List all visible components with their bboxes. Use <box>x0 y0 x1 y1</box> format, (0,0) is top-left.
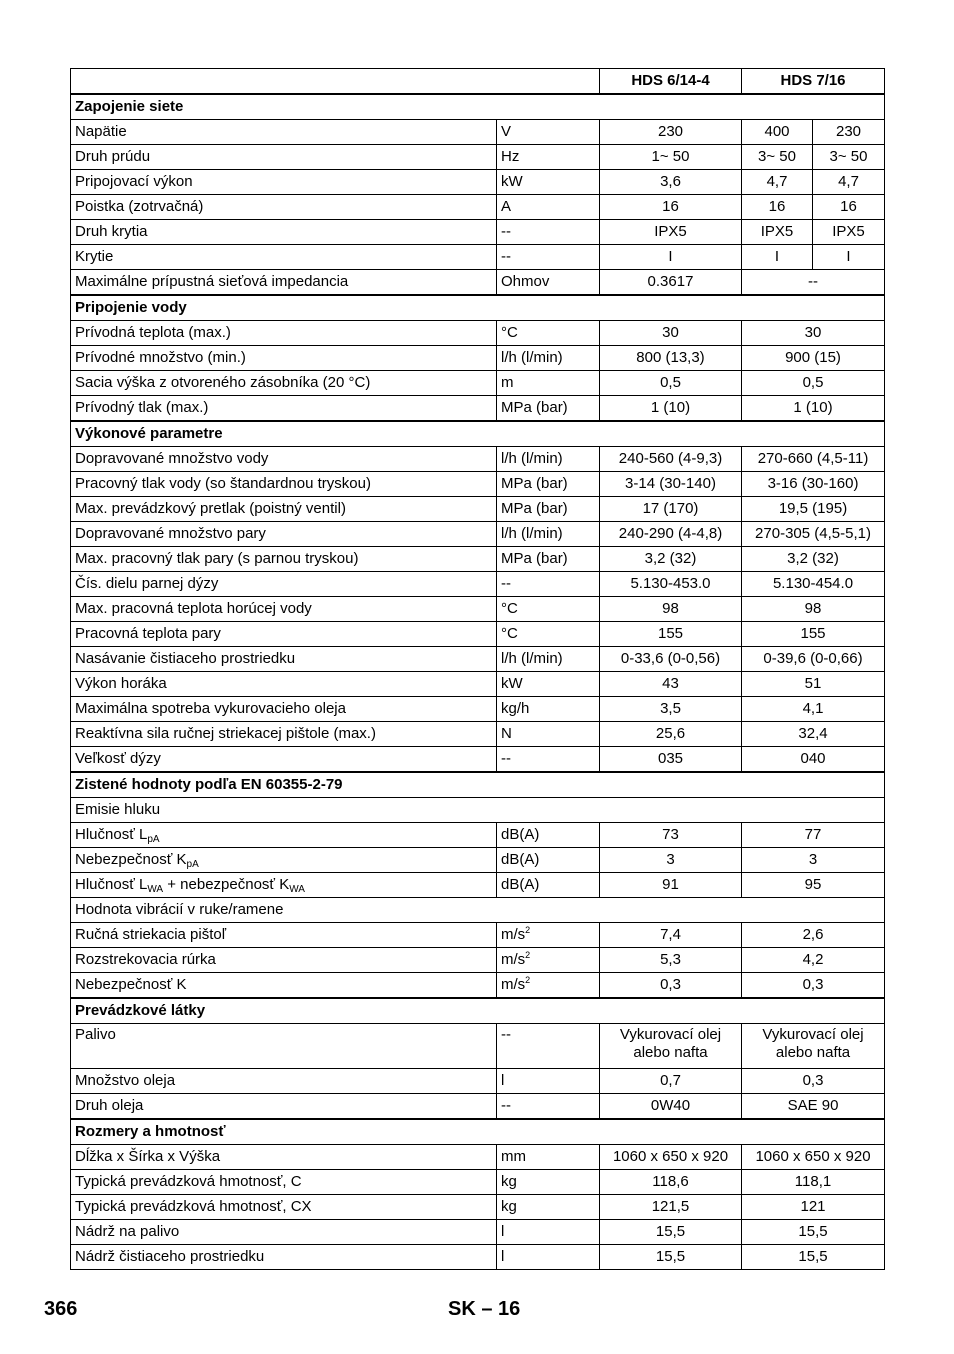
spec-value-a: 121,5 <box>600 1195 742 1220</box>
spec-label: Druh krytia <box>71 220 497 245</box>
spec-row <box>71 1145 885 1170</box>
spec-value-b: 270-305 (4,5-5,1) <box>742 522 885 547</box>
spec-value-b: 118,1 <box>742 1170 885 1195</box>
unit-exponent: 2 <box>525 975 531 985</box>
value-line: Vykurovací olej <box>762 1026 864 1043</box>
spec-row <box>71 722 885 747</box>
spec-value-b400: 400 <box>742 120 813 145</box>
spec-value-b: 5.130-454.0 <box>742 572 885 597</box>
spec-unit: dB(A) <box>497 823 600 848</box>
spec-value-b: SAE 90 <box>742 1094 885 1120</box>
spec-value-a: 98 <box>600 597 742 622</box>
spec-label: Výkon horáka <box>71 672 497 697</box>
header-row <box>71 69 885 95</box>
model-a-heading: HDS 6/14-4 <box>600 69 742 95</box>
spec-value-b: 95 <box>742 873 885 898</box>
spec-row <box>71 396 885 422</box>
spec-value-b400: 4,7 <box>742 170 813 195</box>
spec-row <box>71 195 885 220</box>
unit-base: m/s <box>501 951 526 968</box>
spec-unit: °C <box>497 321 600 346</box>
spec-value-b: 0,5 <box>742 371 885 396</box>
spec-label: Dĺžka x Šírka x Výška <box>71 1145 497 1170</box>
section-page-label: SK – 16 <box>448 1298 521 1320</box>
unit-base: m/s <box>501 976 526 993</box>
spec-label: Max. pracovná teplota horúcej vody <box>71 597 497 622</box>
spec-row <box>71 873 885 898</box>
value-line: Vykurovací olej <box>619 1026 722 1043</box>
spec-value-a: 91 <box>600 873 742 898</box>
spec-row <box>71 973 885 999</box>
spec-label: Nebezpečnosť K <box>71 973 497 999</box>
subsection-title: Emisie hluku <box>71 798 885 823</box>
spec-value-a: 7,4 <box>600 923 742 948</box>
spec-value-a: 035 <box>600 747 742 773</box>
spec-unit: N <box>497 722 600 747</box>
section-row <box>71 998 885 1024</box>
value-line: alebo nafta <box>775 1044 851 1061</box>
spec-row <box>71 270 885 296</box>
label-subscript: WA <box>147 884 164 895</box>
spec-value-a: 15,5 <box>600 1220 742 1245</box>
spec-value-a: I <box>600 245 742 270</box>
spec-unit: -- <box>497 245 600 270</box>
label-text: Hlučnosť L <box>75 876 148 893</box>
section-title: Výkonové parametre <box>71 421 885 447</box>
spec-label: Dopravované množstvo vody <box>71 447 497 472</box>
spec-value-b400: IPX5 <box>742 220 813 245</box>
unit-exponent: 2 <box>525 925 531 935</box>
spec-value-b400: 3~ 50 <box>742 145 813 170</box>
spec-label: Max. pracovný tlak pary (s parnou tryskou) <box>71 547 497 572</box>
spec-unit: °C <box>497 622 600 647</box>
spec-value-a: 30 <box>600 321 742 346</box>
spec-value-a: 155 <box>600 622 742 647</box>
spec-value-b <box>742 1024 885 1069</box>
spec-table <box>70 68 885 1270</box>
spec-value-b230: 230 <box>813 120 885 145</box>
spec-unit: l <box>497 1245 600 1270</box>
spec-value-a: 240-560 (4-9,3) <box>600 447 742 472</box>
spec-value-b: 3-16 (30-160) <box>742 472 885 497</box>
spec-unit: l <box>497 1069 600 1094</box>
spec-value-b230: 3~ 50 <box>813 145 885 170</box>
section-title: Rozmery a hmotnosť <box>71 1119 885 1145</box>
spec-value-b: 3 <box>742 848 885 873</box>
spec-row <box>71 447 885 472</box>
unit-exponent: 2 <box>525 950 531 960</box>
spec-value-b400: I <box>742 245 813 270</box>
spec-value-b: 32,4 <box>742 722 885 747</box>
spec-label: Pracovná teplota pary <box>71 622 497 647</box>
spec-value-a: 25,6 <box>600 722 742 747</box>
label-subscript: WA <box>289 884 305 895</box>
label-text: + nebezpečnosť K <box>163 876 290 893</box>
subsection-title: Hodnota vibrácií v ruke/ramene <box>71 898 885 923</box>
spec-unit: V <box>497 120 600 145</box>
spec-value-b: 270-660 (4,5-11) <box>742 447 885 472</box>
spec-label: Nádrž čistiaceho prostriedku <box>71 1245 497 1270</box>
section-title: Zapojenie siete <box>71 94 885 120</box>
spec-row <box>71 1220 885 1245</box>
spec-label: Prívodné množstvo (min.) <box>71 346 497 371</box>
spec-label <box>71 848 497 873</box>
spec-row <box>71 697 885 722</box>
spec-value-a: 0W40 <box>600 1094 742 1120</box>
unit-base: m/s <box>501 926 526 943</box>
spec-row <box>71 1195 885 1220</box>
spec-value-b: 0,3 <box>742 973 885 999</box>
spec-value-b: 30 <box>742 321 885 346</box>
spec-unit: MPa (bar) <box>497 396 600 422</box>
spec-label: Napätie <box>71 120 497 145</box>
spec-value-b: 15,5 <box>742 1220 885 1245</box>
spec-unit: Ohmov <box>497 270 600 296</box>
spec-value-a: 3 <box>600 848 742 873</box>
spec-row <box>71 1069 885 1094</box>
label-subscript: pA <box>147 834 160 845</box>
spec-value-a: 3-14 (30-140) <box>600 472 742 497</box>
spec-unit: m <box>497 371 600 396</box>
spec-row <box>71 823 885 848</box>
spec-value-b230: 16 <box>813 195 885 220</box>
spec-unit: kg <box>497 1170 600 1195</box>
spec-unit: Hz <box>497 145 600 170</box>
spec-value-a: 0.3617 <box>600 270 742 296</box>
spec-value-b: 15,5 <box>742 1245 885 1270</box>
spec-unit <box>497 973 600 999</box>
spec-unit: -- <box>497 572 600 597</box>
subsection-row <box>71 798 885 823</box>
spec-value-b: 98 <box>742 597 885 622</box>
spec-value-a: 15,5 <box>600 1245 742 1270</box>
spec-value-b: 1 (10) <box>742 396 885 422</box>
spec-label: Druh oleja <box>71 1094 497 1120</box>
spec-unit: dB(A) <box>497 873 600 898</box>
section-row <box>71 421 885 447</box>
spec-label: Čís. dielu parnej dýzy <box>71 572 497 597</box>
spec-value-b: 4,1 <box>742 697 885 722</box>
spec-value-a: 1060 x 650 x 920 <box>600 1145 742 1170</box>
section-title: Pripojenie vody <box>71 295 885 321</box>
spec-value-b: 77 <box>742 823 885 848</box>
header-blank <box>71 69 600 95</box>
subsection-row <box>71 898 885 923</box>
spec-unit: l/h (l/min) <box>497 447 600 472</box>
spec-unit: l/h (l/min) <box>497 522 600 547</box>
spec-label <box>71 823 497 848</box>
spec-unit <box>497 948 600 973</box>
spec-row <box>71 647 885 672</box>
spec-unit: MPa (bar) <box>497 497 600 522</box>
spec-value-a: 43 <box>600 672 742 697</box>
spec-unit: kW <box>497 170 600 195</box>
spec-unit: kW <box>497 672 600 697</box>
section-title: Zistené hodnoty podľa EN 60355-2-79 <box>71 772 885 798</box>
spec-label: Pripojovací výkon <box>71 170 497 195</box>
spec-row <box>71 1170 885 1195</box>
spec-row <box>71 170 885 195</box>
spec-value-a: 240-290 (4-4,8) <box>600 522 742 547</box>
spec-label: Nádrž na palivo <box>71 1220 497 1245</box>
spec-value-b: 900 (15) <box>742 346 885 371</box>
spec-label: Pracovný tlak vody (so štandardnou tryskou) <box>71 472 497 497</box>
spec-value-a: 5.130-453.0 <box>600 572 742 597</box>
spec-unit: kg/h <box>497 697 600 722</box>
spec-value-a: 1 (10) <box>600 396 742 422</box>
section-row <box>71 772 885 798</box>
spec-unit: -- <box>497 1024 600 1069</box>
section-row <box>71 94 885 120</box>
spec-value-b: 3,2 (32) <box>742 547 885 572</box>
spec-unit: -- <box>497 747 600 773</box>
label-subscript: pA <box>186 859 199 870</box>
spec-value-b: 2,6 <box>742 923 885 948</box>
spec-unit: MPa (bar) <box>497 472 600 497</box>
spec-label: Prívodný tlak (max.) <box>71 396 497 422</box>
spec-label: Druh prúdu <box>71 145 497 170</box>
spec-value-b400: 16 <box>742 195 813 220</box>
spec-value-a: IPX5 <box>600 220 742 245</box>
spec-value-a: 118,6 <box>600 1170 742 1195</box>
spec-label: Ručná striekacia pištoľ <box>71 923 497 948</box>
spec-row <box>71 120 885 145</box>
spec-unit: MPa (bar) <box>497 547 600 572</box>
spec-value-a: 0,3 <box>600 973 742 999</box>
spec-unit: mm <box>497 1145 600 1170</box>
label-text: Hlučnosť L <box>75 826 148 843</box>
spec-label: Maximálna spotreba vykurovacieho oleja <box>71 697 497 722</box>
spec-row <box>71 672 885 697</box>
spec-value-b: 0-39,6 (0-0,66) <box>742 647 885 672</box>
spec-label: Maximálne prípustná sieťová impedancia <box>71 270 497 296</box>
spec-value-b: 1060 x 650 x 920 <box>742 1145 885 1170</box>
spec-value-a: 1~ 50 <box>600 145 742 170</box>
spec-unit: l/h (l/min) <box>497 647 600 672</box>
spec-row <box>71 1245 885 1270</box>
spec-row <box>71 472 885 497</box>
spec-unit: l <box>497 1220 600 1245</box>
spec-value-a: 0,5 <box>600 371 742 396</box>
spec-label: Množstvo oleja <box>71 1069 497 1094</box>
spec-row <box>71 371 885 396</box>
spec-label: Poistka (zotrvačná) <box>71 195 497 220</box>
spec-row <box>71 1094 885 1120</box>
spec-row <box>71 220 885 245</box>
spec-label: Dopravované množstvo pary <box>71 522 497 547</box>
spec-unit: -- <box>497 1094 600 1120</box>
spec-label: Sacia výška z otvoreného zásobníka (20 °C) <box>71 371 497 396</box>
spec-unit: dB(A) <box>497 848 600 873</box>
spec-value-b230: IPX5 <box>813 220 885 245</box>
spec-value-a: 5,3 <box>600 948 742 973</box>
spec-row <box>71 245 885 270</box>
model-b-heading: HDS 7/16 <box>742 69 885 95</box>
spec-value-a: 16 <box>600 195 742 220</box>
spec-unit: -- <box>497 220 600 245</box>
spec-value-b: 19,5 (195) <box>742 497 885 522</box>
spec-row <box>71 1024 885 1069</box>
spec-label: Typická prevádzková hmotnosť, CX <box>71 1195 497 1220</box>
spec-row <box>71 321 885 346</box>
spec-label: Reaktívna sila ručnej striekacej pištole (max.) <box>71 722 497 747</box>
spec-unit: l/h (l/min) <box>497 346 600 371</box>
spec-value-a: 0,7 <box>600 1069 742 1094</box>
spec-row <box>71 572 885 597</box>
spec-value-a <box>600 1024 742 1069</box>
spec-value-a: 0-33,6 (0-0,56) <box>600 647 742 672</box>
spec-label <box>71 873 497 898</box>
spec-value-b: 51 <box>742 672 885 697</box>
spec-value-a: 800 (13,3) <box>600 346 742 371</box>
spec-row <box>71 597 885 622</box>
spec-label: Krytie <box>71 245 497 270</box>
spec-label: Rozstrekovacia rúrka <box>71 948 497 973</box>
spec-label: Max. prevádzkový pretlak (poistný ventil) <box>71 497 497 522</box>
spec-value-a: 3,5 <box>600 697 742 722</box>
section-title: Prevádzkové látky <box>71 998 885 1024</box>
spec-row <box>71 923 885 948</box>
spec-unit <box>497 923 600 948</box>
spec-label: Typická prevádzková hmotnosť, C <box>71 1170 497 1195</box>
spec-label: Nasávanie čistiaceho prostriedku <box>71 647 497 672</box>
spec-label: Prívodná teplota (max.) <box>71 321 497 346</box>
spec-row <box>71 547 885 572</box>
spec-value-b230: I <box>813 245 885 270</box>
page-number: 366 <box>44 1298 78 1320</box>
spec-value-a: 17 (170) <box>600 497 742 522</box>
spec-value-a: 3,2 (32) <box>600 547 742 572</box>
spec-unit: A <box>497 195 600 220</box>
spec-value-b230: 4,7 <box>813 170 885 195</box>
spec-value-b: 4,2 <box>742 948 885 973</box>
spec-row <box>71 497 885 522</box>
spec-value-b: 121 <box>742 1195 885 1220</box>
spec-label: Veľkosť dýzy <box>71 747 497 773</box>
spec-row <box>71 346 885 371</box>
value-line: alebo nafta <box>633 1044 708 1061</box>
spec-row <box>71 145 885 170</box>
spec-value-b: 040 <box>742 747 885 773</box>
spec-unit: °C <box>497 597 600 622</box>
spec-value-b: -- <box>742 270 885 296</box>
section-row <box>71 295 885 321</box>
spec-value-a: 3,6 <box>600 170 742 195</box>
spec-row <box>71 848 885 873</box>
spec-value-b: 0,3 <box>742 1069 885 1094</box>
spec-value-b: 155 <box>742 622 885 647</box>
spec-row <box>71 522 885 547</box>
spec-row <box>71 948 885 973</box>
spec-value-a: 73 <box>600 823 742 848</box>
spec-row <box>71 622 885 647</box>
section-row <box>71 1119 885 1145</box>
spec-label: Palivo <box>71 1024 497 1069</box>
spec-row <box>71 747 885 773</box>
label-text: Nebezpečnosť K <box>75 851 187 868</box>
spec-unit: kg <box>497 1195 600 1220</box>
spec-value-a: 230 <box>600 120 742 145</box>
